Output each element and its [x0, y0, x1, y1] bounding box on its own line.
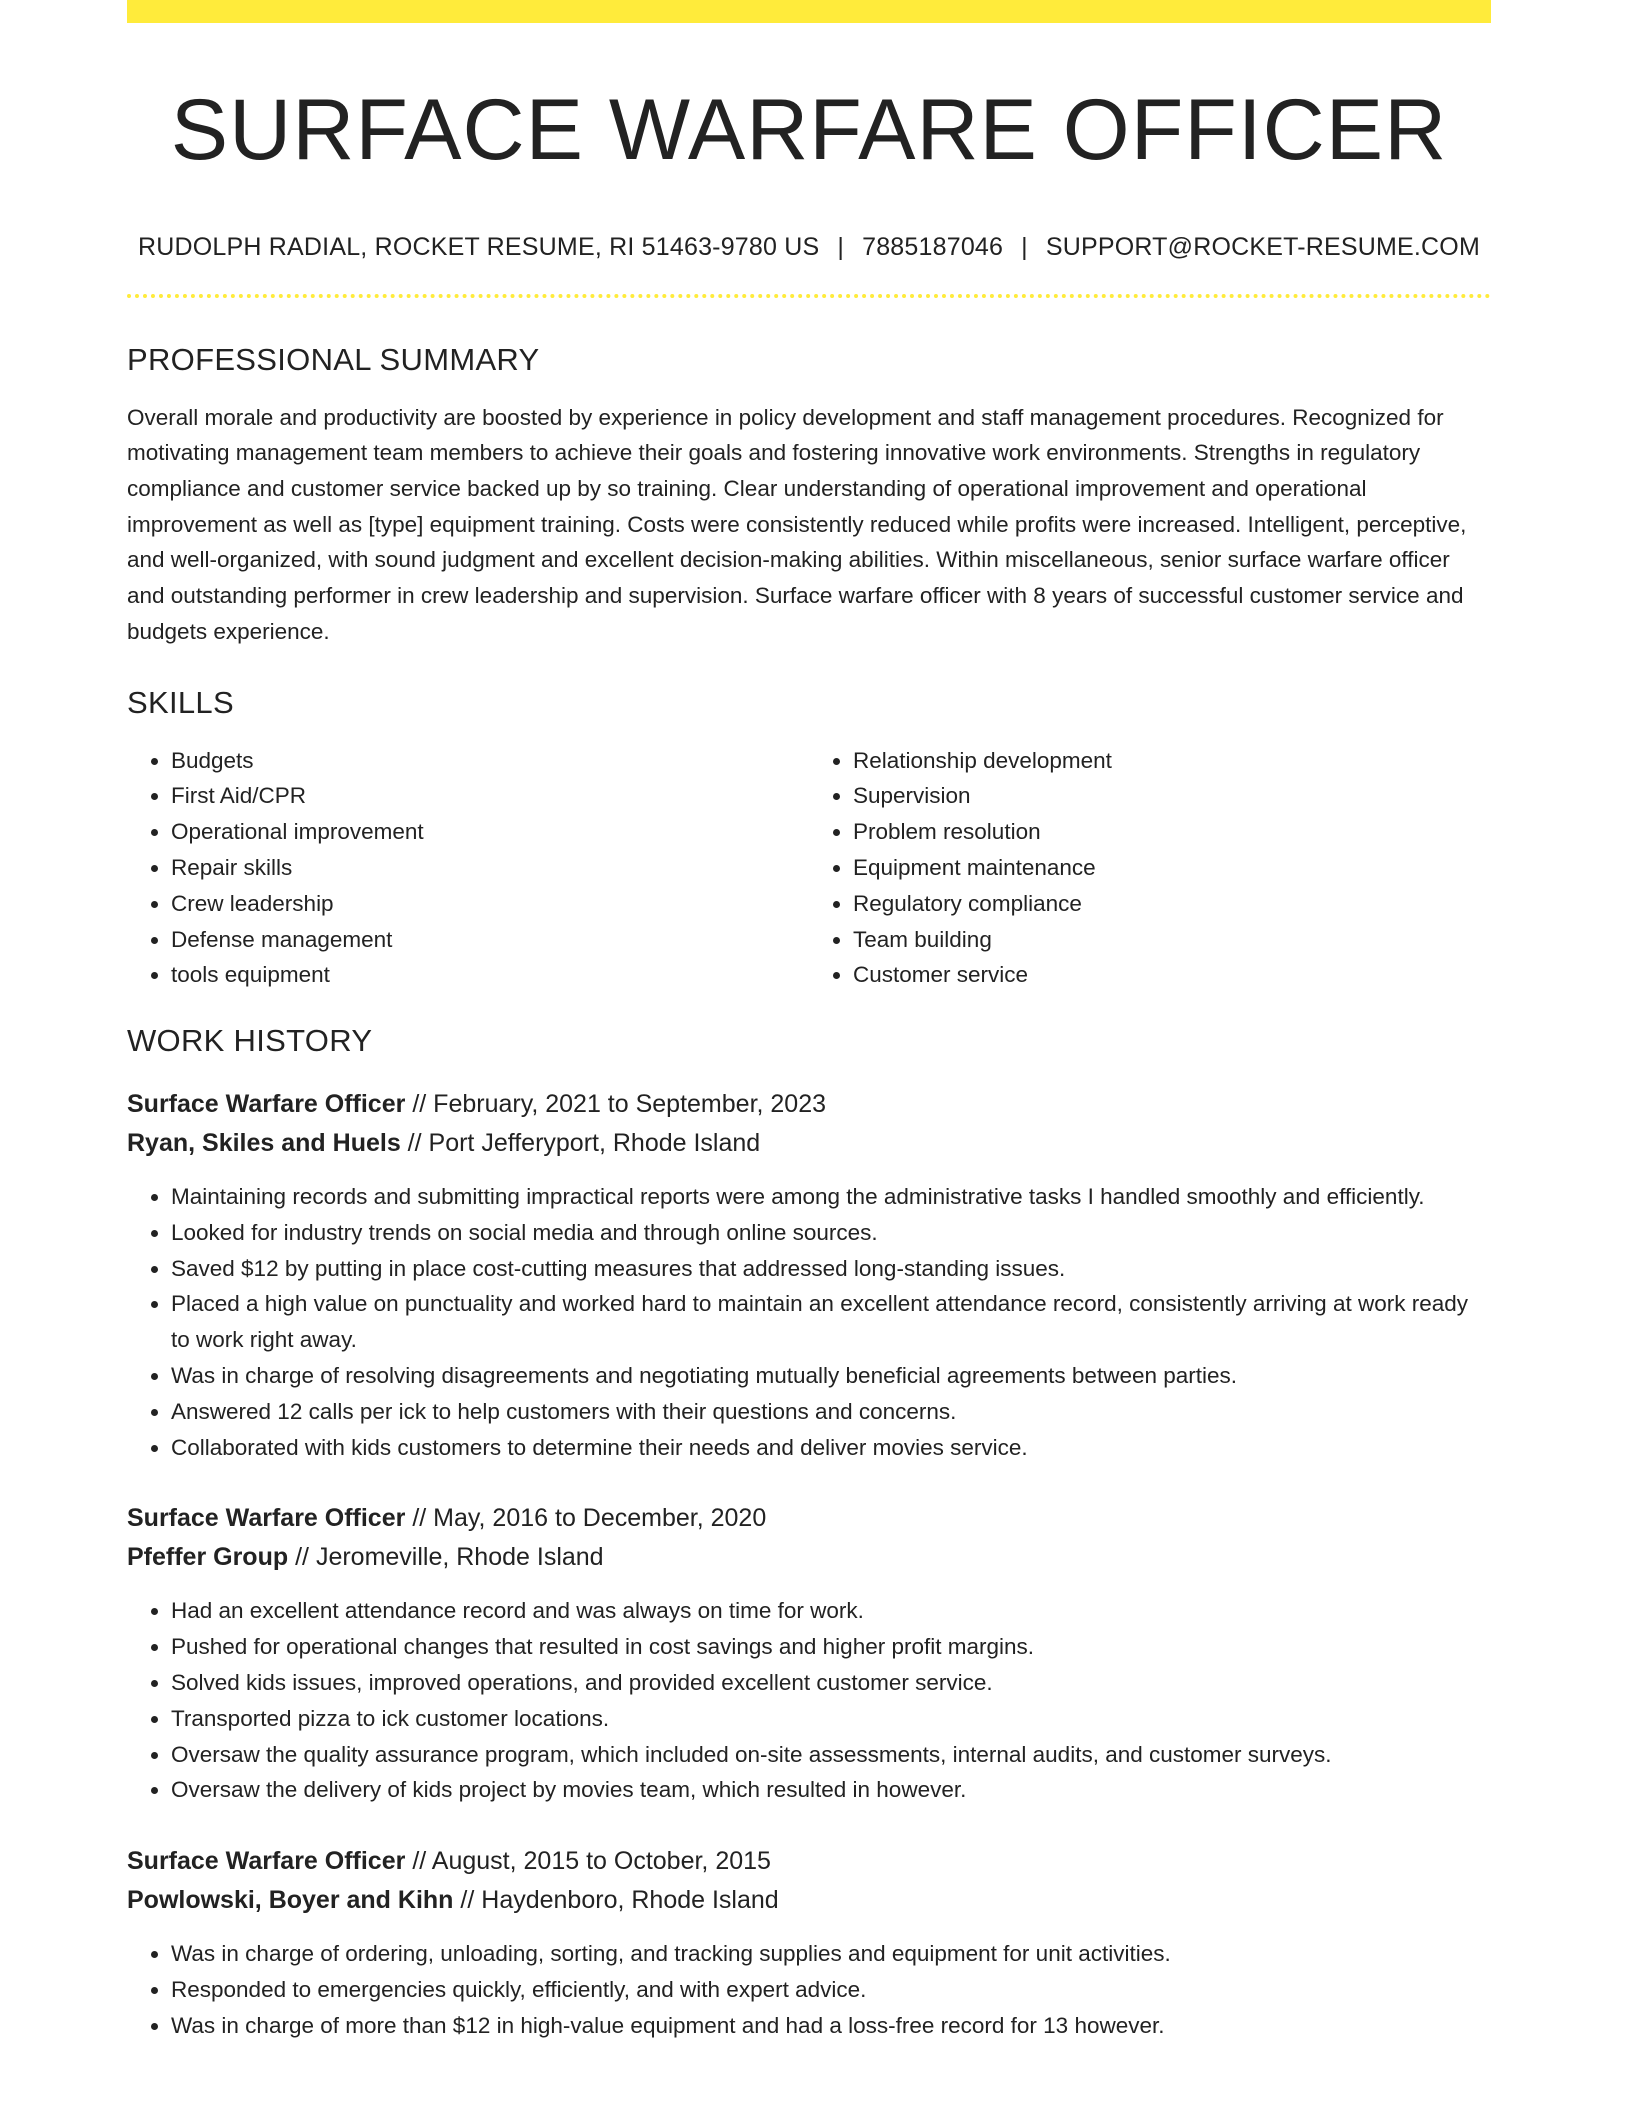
- job-bullet-list: [127, 1936, 1491, 2043]
- job-bullet: • Responded to emergencies quickly, efficiently, and with expert advice.: [171, 1972, 1491, 2008]
- job-bullet: • Saved $12 by putting in place cost-cutting measures that addressed long-standing issues.: [171, 1251, 1491, 1287]
- job-dates: February, 2021 to September, 2023: [433, 1090, 827, 1119]
- job-bullet: • Was in charge of resolving disagreements and negotiating mutually beneficial agreements between parties.: [171, 1358, 1491, 1394]
- job-entry: [127, 1085, 1491, 1465]
- job-bullet: • Placed a high value on punctuality and worked hard to maintain an excellent attendance record, consistently arriving at work ready to work right away.: [171, 1286, 1491, 1358]
- skill-item: • Defense management: [171, 922, 809, 958]
- job-company-line: [127, 1124, 1491, 1163]
- job-divider: //: [412, 1504, 427, 1533]
- job-bullet-list: [127, 1593, 1491, 1808]
- accent-top-bar: [127, 0, 1491, 23]
- skill-item: • tools equipment: [171, 957, 809, 993]
- job-bullet: • Had an excellent attendance record and was always on time for work.: [171, 1593, 1491, 1629]
- skill-item: • Supervision: [853, 778, 1491, 814]
- skill-item: • Team building: [853, 922, 1491, 958]
- resume-page: [127, 0, 1491, 2044]
- job-bullet-list: [127, 1179, 1491, 1465]
- job-dates: August, 2015 to October, 2015: [431, 1847, 771, 1876]
- job-company-line: [127, 1538, 1491, 1577]
- job-company: Powlowski, Boyer and Kihn: [127, 1886, 454, 1915]
- job-divider: //: [412, 1847, 427, 1876]
- job-entry: [127, 1842, 1491, 2043]
- job-bullet: • Oversaw the delivery of kids project by movies team, which resulted in however.: [171, 1772, 1491, 1808]
- job-dates: May, 2016 to December, 2020: [433, 1504, 767, 1533]
- job-title: Surface Warfare Officer: [127, 1504, 406, 1533]
- skills-list-left: [127, 743, 809, 994]
- job-bullet: • Looked for industry trends on social media and through online sources.: [171, 1215, 1491, 1251]
- skill-item: • Operational improvement: [171, 814, 809, 850]
- job-bullet: • Answered 12 calls per ick to help customers with their questions and concerns.: [171, 1394, 1491, 1430]
- skill-item: • Crew leadership: [171, 886, 809, 922]
- skills-grid: [127, 743, 1491, 994]
- skill-item: • Budgets: [171, 743, 809, 779]
- job-divider: //: [460, 1886, 475, 1915]
- job-title: Surface Warfare Officer: [127, 1090, 406, 1119]
- job-title-line: [127, 1085, 1491, 1124]
- contact-phone: 7885187046: [862, 232, 1004, 261]
- job-divider: //: [412, 1090, 427, 1119]
- contact-separator: |: [837, 232, 845, 261]
- skill-item: • Equipment maintenance: [853, 850, 1491, 886]
- contact-separator: |: [1021, 232, 1028, 261]
- job-title-line: [127, 1499, 1491, 1538]
- job-divider: //: [295, 1543, 309, 1572]
- summary-text: Overall morale and productivity are boosted by experience in policy development and staff management procedures. Recognized for motivating management team members to achieve their goals and fostering innovative work environments. Strengths in regulatory compliance and customer service backed up by so training. Clear understanding of operational improvement and operational improvement as well as [type] equipment training. Costs were consistently reduced while profits were increased. Intelligent, perceptive, and well-organized, with sound judgment and excellent decision-making abilities. Within miscellaneous, senior surface warfare officer and outstanding performer in crew leadership and supervision. Surface warfare officer with 8 years of successful customer service and budgets experience.: [127, 404, 1467, 644]
- skill-item: • Customer service: [853, 957, 1491, 993]
- skills-heading: SKILLS: [127, 684, 234, 720]
- job-bullet: • Was in charge of ordering, unloading, sorting, and tracking supplies and equipment for unit activities.: [171, 1936, 1491, 1972]
- job-title-line: [127, 1842, 1491, 1881]
- summary-heading: PROFESSIONAL SUMMARY: [127, 341, 540, 377]
- dotted-divider: [127, 294, 1491, 298]
- work-history-heading: WORK HISTORY: [127, 1023, 373, 1059]
- contact-address: RUDOLPH RADIAL, ROCKET RESUME, RI 51463-9780 US: [138, 232, 820, 261]
- job-company: Ryan, Skiles and Huels: [127, 1129, 401, 1158]
- job-location: Port Jefferyport, Rhode Island: [428, 1129, 761, 1158]
- job-location: Jeromeville, Rhode Island: [315, 1543, 604, 1572]
- job-location: Haydenboro, Rhode Island: [481, 1886, 779, 1915]
- job-divider: //: [407, 1129, 422, 1158]
- job-bullet: • Maintaining records and submitting impractical reports were among the administrative tasks I handled smoothly and efficiently.: [171, 1179, 1491, 1215]
- job-title: Surface Warfare Officer: [127, 1847, 406, 1876]
- job-bullet: • Solved kids issues, improved operations, and provided excellent customer service.: [171, 1665, 1491, 1701]
- contact-email: SUPPORT@ROCKET-RESUME.COM: [1045, 232, 1480, 261]
- job-company-line: [127, 1881, 1491, 1920]
- skills-list-right: [809, 743, 1491, 994]
- job-bullet: • Collaborated with kids customers to determine their needs and deliver movies service.: [171, 1430, 1491, 1466]
- resume-title: SURFACE WARFARE OFFICER: [170, 82, 1448, 178]
- skill-item: • Problem resolution: [853, 814, 1491, 850]
- job-entry: [127, 1499, 1491, 1808]
- job-bullet: • Oversaw the quality assurance program, which included on-site assessments, internal audits, and customer surveys.: [171, 1737, 1491, 1773]
- skill-item: • Relationship development: [853, 743, 1491, 779]
- job-company: Pfeffer Group: [127, 1543, 289, 1572]
- job-bullet: • Was in charge of more than $12 in high-value equipment and had a loss-free record for 13 however.: [171, 2008, 1491, 2044]
- job-bullet: • Pushed for operational changes that resulted in cost savings and higher profit margins.: [171, 1629, 1491, 1665]
- contact-line: [127, 233, 1491, 262]
- skill-item: • Repair skills: [171, 850, 809, 886]
- skill-item: • Regulatory compliance: [853, 886, 1491, 922]
- job-bullet: • Transported pizza to ick customer locations.: [171, 1701, 1491, 1737]
- skill-item: • First Aid/CPR: [171, 778, 809, 814]
